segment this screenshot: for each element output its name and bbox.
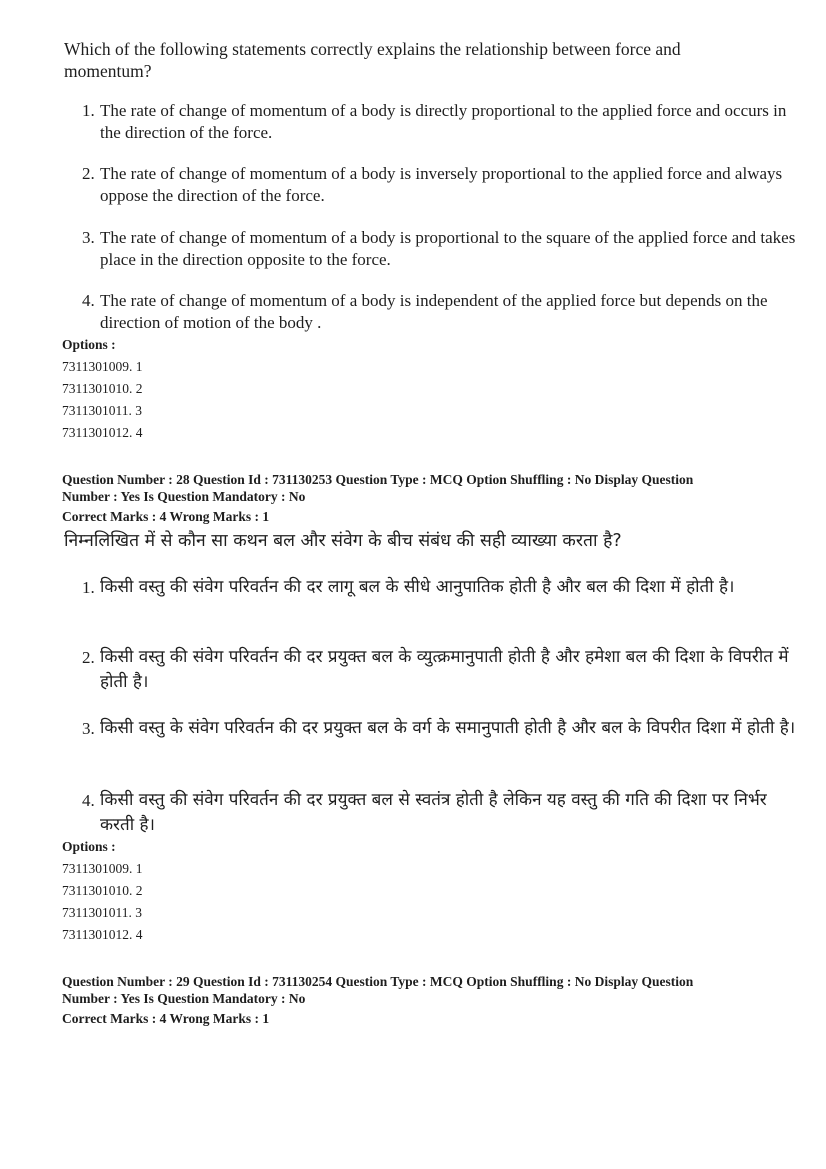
- answer-option-2: [82, 163, 802, 207]
- option-id: 7311301009. 1: [62, 861, 143, 876]
- options-label: Options :: [62, 839, 116, 854]
- answer-option-1: [82, 100, 802, 144]
- answer-option-3: [82, 227, 802, 271]
- option-number: 1.: [82, 101, 95, 120]
- option-number: 3.: [82, 719, 95, 738]
- option-number: 4.: [82, 291, 95, 310]
- option-text: किसी वस्तु के संवेग परिवर्तन की दर प्रयुक्त बल के वर्ग के समानुपाती होती है और बल के विपरीत दिशा में होती है।: [100, 718, 796, 738]
- option-id: 7311301011. 3: [62, 905, 142, 920]
- option-number: 1.: [82, 578, 95, 597]
- option-text: The rate of change of momentum of a body is directly proportional to the applied force and occurs in the direction of the force.: [100, 101, 787, 142]
- question-stem: Which of the following statements correctly explains the relationship between force and momentum?: [64, 39, 681, 81]
- option-id: 7311301010. 2: [62, 381, 143, 396]
- answer-option-4: [82, 788, 802, 838]
- option-id: 7311301009. 1: [62, 359, 143, 374]
- question-marks: Correct Marks : 4 Wrong Marks : 1: [62, 1011, 270, 1026]
- question-meta-line: Number : Yes Is Question Mandatory : No: [62, 489, 306, 504]
- option-number: 2.: [82, 164, 95, 183]
- option-text: किसी वस्तु की संवेग परिवर्तन की दर प्रयुक्त बल से स्वतंत्र होती है लेकिन यह वस्तु की गति की दिशा पर निर्भर करती है।: [100, 790, 767, 835]
- option-id: 7311301012. 4: [62, 927, 143, 942]
- option-text: किसी वस्तु की संवेग परिवर्तन की दर लागू बल के सीधे आनुपातिक होती है और बल की दिशा में होती है।: [100, 577, 735, 597]
- option-id: 7311301012. 4: [62, 425, 143, 440]
- answer-option-2: [82, 645, 802, 695]
- question-marks: Correct Marks : 4 Wrong Marks : 1: [62, 509, 270, 524]
- question-meta-line: Question Number : 29 Question Id : 731130254 Question Type : MCQ Option Shuffling : No Display Question: [62, 974, 694, 989]
- option-text: The rate of change of momentum of a body is proportional to the square of the applied force and takes place in the direction opposite to the force.: [100, 228, 796, 269]
- option-number: 4.: [82, 791, 95, 810]
- answer-option-4: [82, 290, 802, 334]
- question-stem-hindi: निम्नलिखित में से कौन सा कथन बल और संवेग के बीच संबंध की सही व्याख्या करता है?: [64, 531, 622, 551]
- option-text: The rate of change of momentum of a body is independent of the applied force but depends on the direction of motion of the body .: [100, 291, 768, 332]
- option-number: 3.: [82, 228, 95, 247]
- option-id: 7311301010. 2: [62, 883, 143, 898]
- option-number: 2.: [82, 648, 95, 667]
- question-meta-line: Question Number : 28 Question Id : 731130253 Question Type : MCQ Option Shuffling : No Display Question: [62, 472, 694, 487]
- question-meta-line: Number : Yes Is Question Mandatory : No: [62, 991, 306, 1006]
- option-text: The rate of change of momentum of a body is inversely proportional to the applied force and always oppose the direction of the force.: [100, 164, 783, 205]
- options-label: Options :: [62, 337, 116, 352]
- option-id: 7311301011. 3: [62, 403, 142, 418]
- answer-option-3: [82, 716, 802, 741]
- answer-option-1: [82, 575, 802, 600]
- option-text: किसी वस्तु की संवेग परिवर्तन की दर प्रयुक्त बल के व्युत्क्रमानुपाती होती है और हमेशा बल की दिशा के विपरीत में होती है।: [100, 647, 789, 692]
